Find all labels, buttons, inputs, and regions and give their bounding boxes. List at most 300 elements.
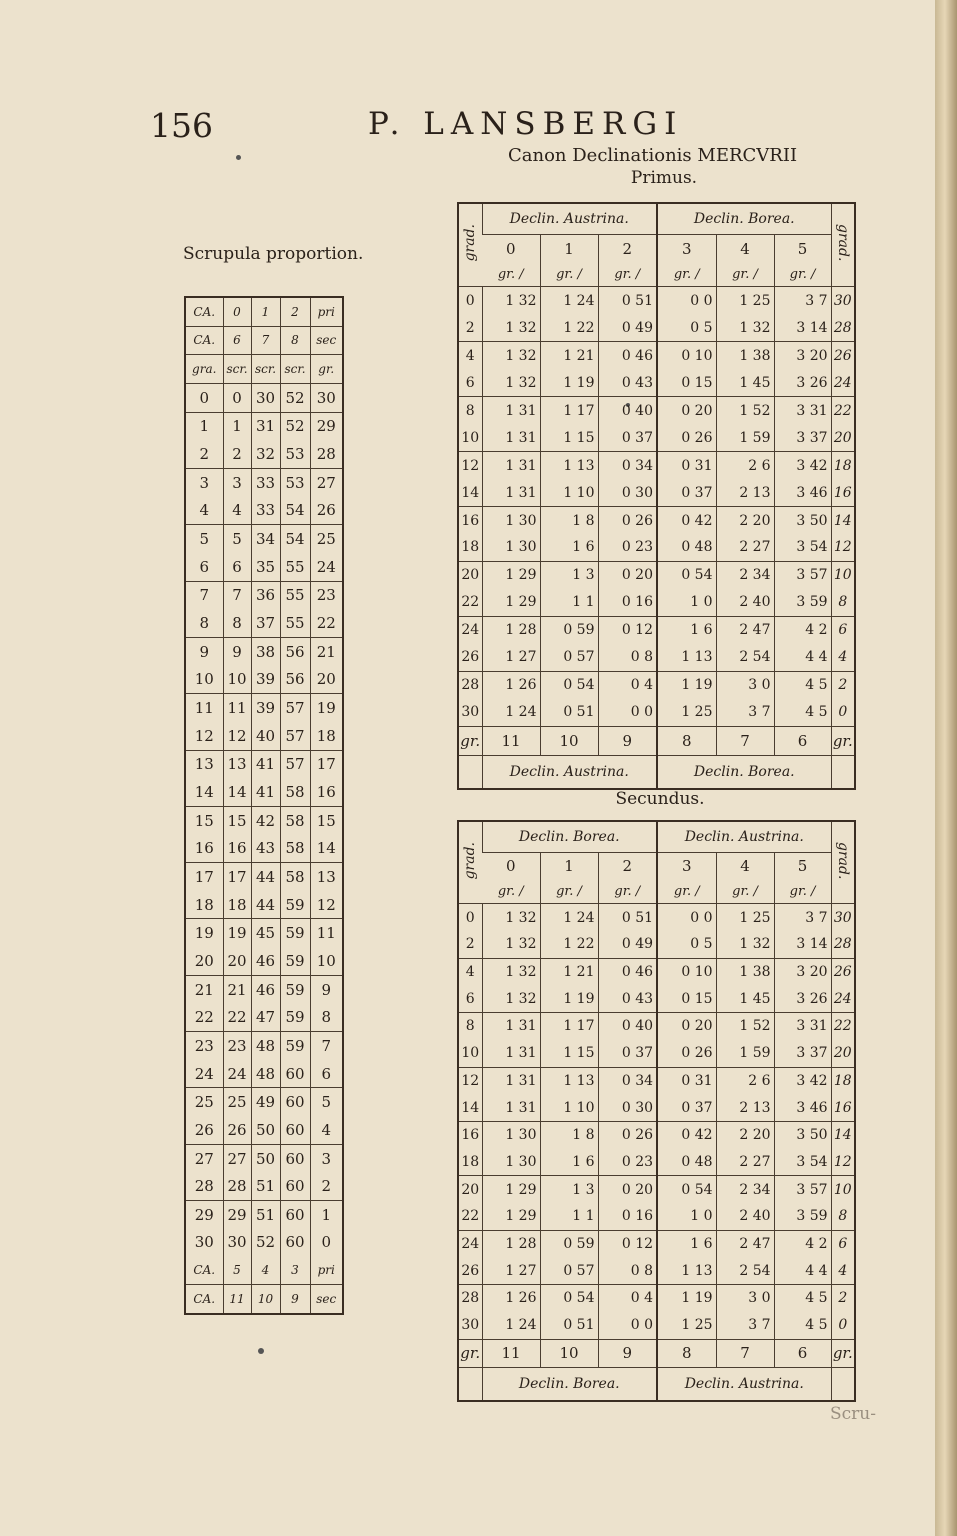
scrupula-cell: 14 bbox=[185, 778, 223, 806]
scrupula-cell: 58 bbox=[280, 863, 310, 891]
primus-unit-label: gr. / bbox=[598, 263, 657, 287]
ink-speck bbox=[258, 1348, 264, 1354]
secundus-gr-label: gr. bbox=[831, 1339, 855, 1367]
scrupula-cell: 0 bbox=[310, 1229, 343, 1257]
scrupula-row bbox=[185, 1088, 343, 1116]
scrupula-row bbox=[185, 806, 343, 834]
scrupula-footer-cell: 3 bbox=[280, 1256, 310, 1284]
scrupula-cell: 55 bbox=[280, 553, 310, 581]
primus-cell: 16 bbox=[461, 512, 480, 529]
primus-data-row bbox=[458, 589, 855, 616]
primus-cell: 26 bbox=[831, 342, 855, 369]
scrupula-cell: 29 bbox=[223, 1201, 251, 1229]
scrupula-header-cell: 0 bbox=[223, 297, 251, 326]
scrupula-cell: 20 bbox=[185, 947, 223, 975]
primus-cell: 1 30 bbox=[482, 534, 540, 561]
scrupula-cell: 21 bbox=[194, 980, 214, 999]
primus-data-row bbox=[458, 397, 855, 424]
secundus-cell: 3 0 bbox=[716, 1285, 774, 1312]
scrupula-cell: 6 bbox=[185, 553, 223, 581]
primus-cell: 3 59 bbox=[774, 589, 831, 616]
secundus-data-row bbox=[458, 904, 855, 931]
secundus-cell: 0 5 bbox=[657, 931, 716, 958]
primus-cell: 20 bbox=[831, 424, 855, 451]
scrupula-footer-cell: pri bbox=[310, 1256, 343, 1284]
secundus-foot-right: Declin. Austrina. bbox=[657, 1368, 831, 1401]
scrupula-cell: 22 bbox=[185, 1003, 223, 1031]
primus-cell: 4 bbox=[465, 347, 475, 364]
secundus-cell: 3 42 bbox=[774, 1067, 831, 1094]
secundus-foot-spacer bbox=[458, 1368, 482, 1401]
scrupula-header-cell: sec bbox=[310, 326, 343, 355]
scrupula-cell: 50 bbox=[251, 1116, 280, 1144]
primus-cell: 1 29 bbox=[482, 561, 540, 588]
scrupula-cell: 25 bbox=[194, 1093, 214, 1112]
scrupula-row bbox=[185, 750, 343, 778]
secundus-cell: 1 45 bbox=[716, 985, 774, 1012]
secundus-cell: 1 27 bbox=[482, 1257, 540, 1284]
primus-cell: 1 45 bbox=[716, 369, 774, 396]
scrupula-footer-row bbox=[185, 1284, 343, 1313]
primus-foot-number: 9 bbox=[598, 726, 657, 755]
scrupula-cell: 56 bbox=[280, 637, 310, 665]
primus-cell: 28 bbox=[461, 677, 480, 694]
secundus-cell: 0 30 bbox=[598, 1094, 657, 1121]
scrupula-footer-cell: CA. bbox=[185, 1256, 223, 1284]
secundus-cell: 0 12 bbox=[598, 1230, 657, 1257]
secundus-cell: 0 37 bbox=[598, 1040, 657, 1067]
secundus-cell: 1 1 bbox=[540, 1203, 598, 1230]
primus-data-row bbox=[458, 561, 855, 588]
secundus-cell: 14 bbox=[831, 1121, 855, 1148]
running-head: P. LANSBERGI bbox=[368, 106, 684, 142]
scrupula-cell: 3 bbox=[310, 1144, 343, 1172]
scrupula-cell: 22 bbox=[310, 609, 343, 637]
secundus-cell: 2 54 bbox=[716, 1257, 774, 1284]
scrupula-cell: 25 bbox=[223, 1088, 251, 1116]
scrupula-cell: 54 bbox=[280, 497, 310, 525]
primus-data-row bbox=[458, 452, 855, 479]
secundus-cell: 0 15 bbox=[657, 985, 716, 1012]
primus-unit-label: gr. / bbox=[540, 263, 598, 287]
scrupula-cell: 40 bbox=[251, 722, 280, 750]
primus-col-number: 5 bbox=[774, 234, 831, 262]
scrupula-row bbox=[185, 1201, 343, 1229]
primus-foot-right: Declin. Borea. bbox=[657, 755, 831, 789]
secundus-cell: 8 bbox=[465, 1018, 475, 1035]
secundus-cell: 0 20 bbox=[598, 1176, 657, 1203]
primus-data-row bbox=[458, 342, 855, 369]
primus-cell: 0 8 bbox=[598, 644, 657, 671]
secundus-cell: 1 13 bbox=[657, 1257, 716, 1284]
scrupula-header-cell: gra. bbox=[185, 355, 223, 384]
primus-cell: 1 59 bbox=[716, 424, 774, 451]
scrupula-cell: 53 bbox=[280, 468, 310, 496]
primus-cell: 14 bbox=[831, 507, 855, 534]
primus-cell: 4 2 bbox=[774, 616, 831, 643]
scrupula-row bbox=[185, 609, 343, 637]
primus-foot-number: 7 bbox=[716, 726, 774, 755]
secundus-data-row bbox=[458, 1094, 855, 1121]
secundus-cell: 0 43 bbox=[598, 985, 657, 1012]
primus-cell: 3 0 bbox=[716, 671, 774, 698]
primus-cell: 1 28 bbox=[482, 616, 540, 643]
scrupula-cell: 56 bbox=[280, 666, 310, 694]
secundus-data-row bbox=[458, 1203, 855, 1230]
scrupula-cell: 14 bbox=[310, 834, 343, 862]
primus-cell: 4 5 bbox=[774, 699, 831, 726]
primus-cell: 2 13 bbox=[716, 479, 774, 506]
scrupula-row bbox=[185, 1032, 343, 1060]
scrupula-cell: 4 bbox=[185, 497, 223, 525]
scrupula-footer-cell: 5 bbox=[223, 1256, 251, 1284]
secundus-data-row bbox=[458, 1257, 855, 1284]
scrupula-cell: 24 bbox=[185, 1060, 223, 1088]
secundus-cell: 24 bbox=[831, 985, 855, 1012]
primus-cell: 0 34 bbox=[598, 452, 657, 479]
scrupula-cell: 28 bbox=[310, 440, 343, 468]
secundus-cell: 3 57 bbox=[774, 1176, 831, 1203]
primus-cell: 3 37 bbox=[774, 424, 831, 451]
primus-unit-label: gr. / bbox=[774, 263, 831, 287]
secundus-data-row bbox=[458, 1230, 855, 1257]
scrupula-cell: 42 bbox=[251, 806, 280, 834]
scrupula-cell: 29 bbox=[194, 1205, 214, 1224]
primus-cell: 0 37 bbox=[657, 479, 716, 506]
scrupula-cell: 59 bbox=[280, 891, 310, 919]
secundus-data-row bbox=[458, 1285, 855, 1312]
scrupula-cell: 44 bbox=[251, 863, 280, 891]
scrupula-cell: 2 bbox=[185, 440, 223, 468]
scrupula-footer-cell: 10 bbox=[251, 1284, 280, 1313]
secundus-col-number: 4 bbox=[716, 852, 774, 880]
primus-foot-left: Declin. Austrina. bbox=[482, 755, 657, 789]
primus-cell: 0 5 bbox=[657, 314, 716, 341]
scrupula-cell: 60 bbox=[280, 1060, 310, 1088]
scrupula-caption: Scrupula proportion. bbox=[183, 244, 364, 264]
scrupula-cell: 20 bbox=[310, 666, 343, 694]
primus-cell: 1 13 bbox=[657, 644, 716, 671]
primus-data-row bbox=[458, 479, 855, 506]
scrupula-row bbox=[185, 1229, 343, 1257]
scrupula-cell: 60 bbox=[280, 1229, 310, 1257]
scrupula-row bbox=[185, 1003, 343, 1031]
primus-col-number: 2 bbox=[598, 234, 657, 262]
scrupula-header-cell: gr. bbox=[310, 355, 343, 384]
primus-unit-label: gr. / bbox=[716, 263, 774, 287]
primus-cell: 0 46 bbox=[598, 342, 657, 369]
secundus-cell: 4 bbox=[465, 964, 475, 981]
primus-cell: 2 20 bbox=[716, 507, 774, 534]
primus-cell: 10 bbox=[831, 561, 855, 588]
scrupula-header-cell: 1 bbox=[251, 297, 280, 326]
scrupula-row bbox=[185, 863, 343, 891]
primus-cell: 3 50 bbox=[774, 507, 831, 534]
primus-cell: 1 17 bbox=[540, 397, 598, 424]
secundus-cell: 22 bbox=[831, 1013, 855, 1040]
primus-cell: 0 54 bbox=[540, 671, 598, 698]
scrupula-cell: 28 bbox=[223, 1172, 251, 1200]
primus-cell: 1 21 bbox=[540, 342, 598, 369]
scrupula-cell: 60 bbox=[280, 1088, 310, 1116]
secundus-cell: 2 47 bbox=[716, 1230, 774, 1257]
scrupula-cell: 17 bbox=[223, 863, 251, 891]
secundus-cell: 1 13 bbox=[540, 1067, 598, 1094]
scrupula-cell: 57 bbox=[280, 750, 310, 778]
primus-cell: 2 47 bbox=[716, 616, 774, 643]
scrupula-cell: 30 bbox=[223, 1229, 251, 1257]
secundus-data-row bbox=[458, 1176, 855, 1203]
scrupula-header-cell: scr. bbox=[251, 355, 280, 384]
secundus-foot-number: 9 bbox=[598, 1339, 657, 1367]
secundus-head-right: Declin. Austrina. bbox=[657, 821, 831, 852]
secundus-cell: 2 20 bbox=[716, 1121, 774, 1148]
primus-cell: 1 31 bbox=[482, 424, 540, 451]
primus-data-row bbox=[458, 369, 855, 396]
scrupula-cell: 59 bbox=[280, 1032, 310, 1060]
secundus-cell: 1 32 bbox=[482, 958, 540, 985]
primus-cell: 1 22 bbox=[540, 314, 598, 341]
primus-cell: 0 48 bbox=[657, 534, 716, 561]
secundus-cell: 18 bbox=[458, 1149, 482, 1176]
scrupula-header-cell: CA. bbox=[185, 326, 223, 355]
scrupula-row bbox=[185, 778, 343, 806]
scrupula-table bbox=[184, 296, 344, 1315]
primus-cell: 3 42 bbox=[774, 452, 831, 479]
primus-cell: 14 bbox=[458, 479, 482, 506]
scrupula-cell: 7 bbox=[223, 581, 251, 609]
primus-cell: 1 32 bbox=[482, 314, 540, 341]
secundus-cell: 0 4 bbox=[598, 1285, 657, 1312]
secundus-unit-label: gr. / bbox=[482, 880, 540, 904]
scrupula-cell: 37 bbox=[251, 609, 280, 637]
primus-cell: 0 26 bbox=[657, 424, 716, 451]
scrupula-cell: 19 bbox=[194, 924, 214, 943]
scrupula-cell: 10 bbox=[185, 666, 223, 694]
secundus-cell: 0 23 bbox=[598, 1149, 657, 1176]
secundus-cell: 0 8 bbox=[598, 1257, 657, 1284]
secundus-cell: 0 57 bbox=[540, 1257, 598, 1284]
primus-data-row bbox=[458, 671, 855, 698]
primus-cell: 1 15 bbox=[540, 424, 598, 451]
scrupula-row bbox=[185, 919, 343, 947]
primus-cell: 0 26 bbox=[598, 507, 657, 534]
scrupula-header-cell: scr. bbox=[223, 355, 251, 384]
primus-col-number: 0 bbox=[505, 239, 516, 258]
secundus-cell: 20 bbox=[461, 1181, 480, 1198]
scrupula-cell: 25 bbox=[310, 525, 343, 553]
secundus-cell: 1 6 bbox=[540, 1149, 598, 1176]
scrupula-cell: 59 bbox=[280, 919, 310, 947]
primus-cell: 3 57 bbox=[774, 561, 831, 588]
primus-cell: 1 19 bbox=[657, 671, 716, 698]
scrupula-cell: 6 bbox=[223, 553, 251, 581]
scrupula-cell: 32 bbox=[251, 440, 280, 468]
secundus-cell: 0 54 bbox=[540, 1285, 598, 1312]
scrupula-cell: 39 bbox=[251, 666, 280, 694]
scrupula-cell: 15 bbox=[310, 806, 343, 834]
scrupula-cell: 24 bbox=[310, 553, 343, 581]
scrupula-row bbox=[185, 637, 343, 665]
primus-grad-label-right bbox=[831, 203, 855, 287]
primus-foot-number: 10 bbox=[540, 726, 598, 755]
secundus-col-number: 5 bbox=[774, 852, 831, 880]
primus-head-right: Declin. Borea. bbox=[657, 203, 831, 234]
primus-cell: 1 32 bbox=[482, 369, 540, 396]
primus-grad-text: grad. bbox=[834, 224, 851, 262]
secundus-cell: 1 25 bbox=[716, 904, 774, 931]
primus-cell: 0 30 bbox=[598, 479, 657, 506]
secundus-cell: 1 8 bbox=[540, 1121, 598, 1148]
scrupula-cell: 19 bbox=[223, 919, 251, 947]
primus-cell: 1 30 bbox=[482, 507, 540, 534]
primus-cell: 1 3 bbox=[540, 561, 598, 588]
primus-cell: 6 bbox=[831, 616, 855, 643]
scrupula-cell: 22 bbox=[223, 1003, 251, 1031]
secundus-cell: 0 16 bbox=[598, 1203, 657, 1230]
scrupula-cell: 12 bbox=[185, 722, 223, 750]
primus-cell: 0 51 bbox=[540, 699, 598, 726]
primus-data-row bbox=[458, 424, 855, 451]
primus-cell: 8 bbox=[465, 402, 475, 419]
scrupula-cell: 2 bbox=[310, 1172, 343, 1200]
secundus-foot-number: 10 bbox=[540, 1339, 598, 1367]
secundus-cell: 1 30 bbox=[482, 1121, 540, 1148]
scrupula-cell: 10 bbox=[310, 947, 343, 975]
scrupula-cell: 33 bbox=[251, 468, 280, 496]
secundus-col-number: 1 bbox=[540, 852, 598, 880]
primus-cell: 22 bbox=[831, 397, 855, 424]
scrupula-cell: 43 bbox=[251, 834, 280, 862]
ink-speck bbox=[236, 155, 241, 160]
primus-cell: 0 20 bbox=[657, 397, 716, 424]
primus-cell: 18 bbox=[458, 534, 482, 561]
primus-cell: 1 10 bbox=[540, 479, 598, 506]
primus-cell: 3 46 bbox=[774, 479, 831, 506]
scrupula-cell: 14 bbox=[223, 778, 251, 806]
secundus-grad-label-left bbox=[458, 821, 482, 904]
secundus-foot-row bbox=[458, 1339, 855, 1367]
primus-col-number: 4 bbox=[716, 234, 774, 262]
primus-cell: 1 32 bbox=[482, 342, 540, 369]
scrupula-cell: 19 bbox=[310, 694, 343, 722]
scrupula-cell: 4 bbox=[223, 497, 251, 525]
secundus-cell: 4 2 bbox=[774, 1230, 831, 1257]
scrupula-cell: 5 bbox=[199, 530, 210, 549]
secundus-cell: 0 20 bbox=[657, 1013, 716, 1040]
secundus-cell: 28 bbox=[461, 1290, 480, 1307]
secundus-cell: 1 30 bbox=[482, 1149, 540, 1176]
scrupula-cell: 7 bbox=[310, 1032, 343, 1060]
secundus-cell: 16 bbox=[831, 1094, 855, 1121]
secundus-cell: 0 49 bbox=[598, 931, 657, 958]
secundus-data-row bbox=[458, 931, 855, 958]
page-edge bbox=[935, 0, 957, 1536]
scrupula-footer-cell: 11 bbox=[223, 1284, 251, 1313]
scrupula-cell: 60 bbox=[280, 1144, 310, 1172]
scrupula-cell: 29 bbox=[310, 412, 343, 440]
secundus-data-row bbox=[458, 985, 855, 1012]
primus-cell: 1 32 bbox=[482, 287, 540, 314]
scrupula-cell: 18 bbox=[223, 891, 251, 919]
scrupula-cell: 5 bbox=[223, 525, 251, 553]
primus-cell: 1 31 bbox=[482, 479, 540, 506]
scrupula-cell: 11 bbox=[194, 699, 214, 718]
secundus-cell: 0 37 bbox=[657, 1094, 716, 1121]
primus-foot-number: 6 bbox=[774, 726, 831, 755]
secundus-foot-number: 6 bbox=[774, 1339, 831, 1367]
primus-data-row bbox=[458, 287, 855, 314]
primus-cell: 0 bbox=[465, 292, 475, 309]
primus-cell: 3 20 bbox=[774, 342, 831, 369]
scrupula-cell: 27 bbox=[223, 1144, 251, 1172]
primus-cell: 1 19 bbox=[540, 369, 598, 396]
secundus-cell: 30 bbox=[831, 904, 855, 931]
primus-cell: 2 27 bbox=[716, 534, 774, 561]
primus-cell: 0 54 bbox=[657, 561, 716, 588]
primus-cell: 0 42 bbox=[657, 507, 716, 534]
primus-foot-number: 11 bbox=[482, 726, 540, 755]
secundus-foot-number: 7 bbox=[716, 1339, 774, 1367]
secundus-cell: 0 26 bbox=[598, 1121, 657, 1148]
scrupula-cell: 51 bbox=[251, 1172, 280, 1200]
primus-cell: 10 bbox=[458, 424, 482, 451]
primus-cell: 28 bbox=[831, 314, 855, 341]
scrupula-header-cell: CA. bbox=[185, 297, 223, 326]
secundus-unit-label: gr. / bbox=[598, 880, 657, 904]
secundus-data-row bbox=[458, 958, 855, 985]
secundus-cell: 0 46 bbox=[598, 958, 657, 985]
scrupula-row bbox=[185, 468, 343, 496]
secundus-cell: 0 51 bbox=[540, 1312, 598, 1339]
secundus-gr-label: gr. bbox=[458, 1339, 482, 1367]
secundus-cell: 0 48 bbox=[657, 1149, 716, 1176]
scrupula-cell: 35 bbox=[251, 553, 280, 581]
primus-cell: 1 26 bbox=[482, 671, 540, 698]
primus-cell: 0 16 bbox=[598, 589, 657, 616]
secundus-grad-text: grad. bbox=[462, 841, 479, 880]
secundus-cell: 3 54 bbox=[774, 1149, 831, 1176]
scrupula-cell: 38 bbox=[251, 637, 280, 665]
secundus-cell: 1 59 bbox=[716, 1040, 774, 1067]
scrupula-row bbox=[185, 1172, 343, 1200]
primus-data-row bbox=[458, 616, 855, 643]
primus-cell: 1 52 bbox=[716, 397, 774, 424]
secundus-cell: 18 bbox=[831, 1067, 855, 1094]
secundus-cell: 2 bbox=[831, 1285, 855, 1312]
scrupula-cell: 8 bbox=[310, 1003, 343, 1031]
secundus-col-number: 3 bbox=[657, 852, 716, 880]
primus-foot-row bbox=[458, 726, 855, 755]
scrupula-cell: 11 bbox=[310, 919, 343, 947]
primus-cell: 0 37 bbox=[598, 424, 657, 451]
scrupula-cell: 21 bbox=[310, 637, 343, 665]
primus-cell: 0 0 bbox=[598, 699, 657, 726]
primus-col-row bbox=[458, 234, 855, 262]
primus-head-row bbox=[458, 203, 855, 234]
primus-cell: 4 4 bbox=[774, 644, 831, 671]
secundus-foot-number: 11 bbox=[482, 1339, 540, 1367]
scrupula-cell: 57 bbox=[280, 694, 310, 722]
primus-cell: 1 25 bbox=[657, 699, 716, 726]
secundus-cell: 0 40 bbox=[598, 1013, 657, 1040]
scrupula-cell: 60 bbox=[280, 1201, 310, 1229]
primus-cell: 0 31 bbox=[657, 452, 716, 479]
secundus-cell: 1 19 bbox=[540, 985, 598, 1012]
primus-cell: 12 bbox=[831, 534, 855, 561]
scrupula-cell: 16 bbox=[223, 834, 251, 862]
primus-cell: 1 0 bbox=[657, 589, 716, 616]
